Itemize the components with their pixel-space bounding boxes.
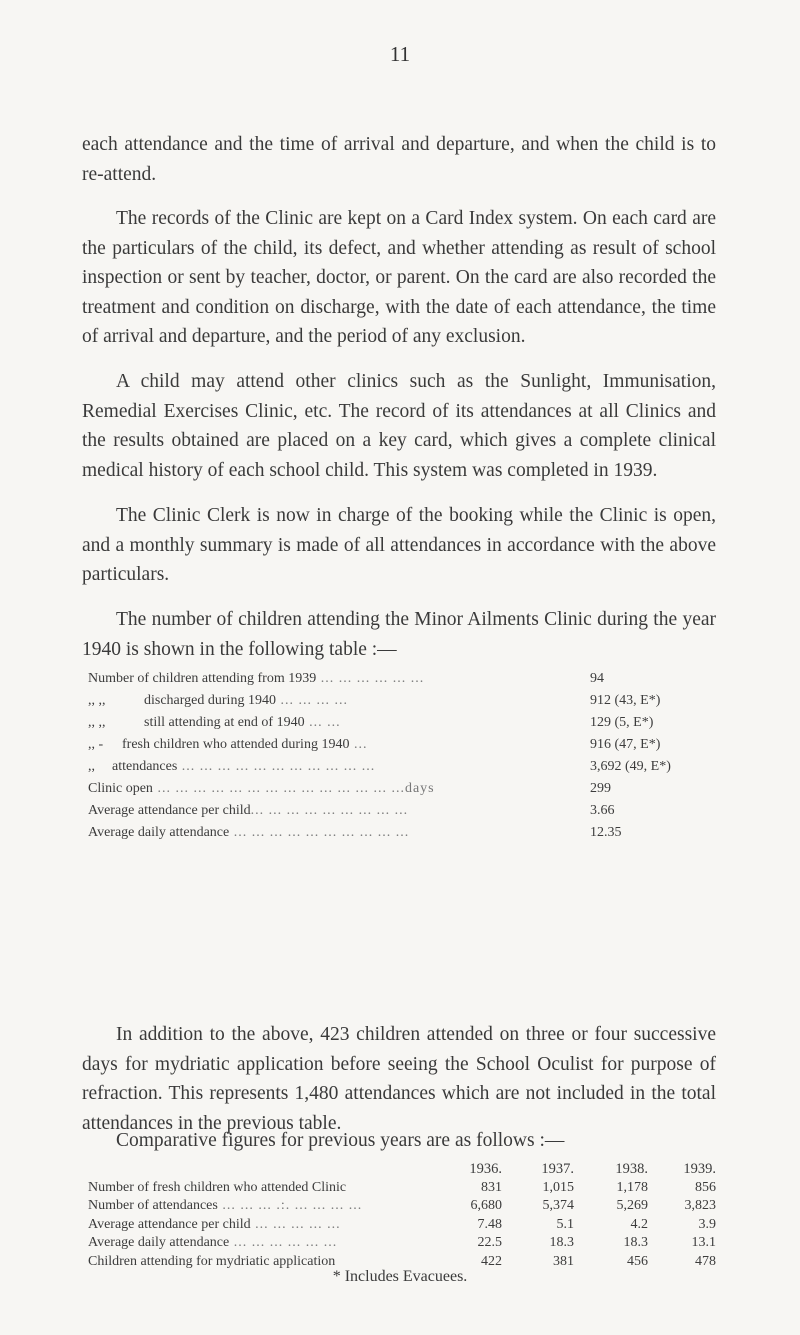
row-value: 94 xyxy=(590,671,604,686)
row-value: 12.35 xyxy=(590,825,622,840)
table-header-row xyxy=(88,1160,718,1179)
cell-1936: 831 xyxy=(481,1179,502,1195)
table-row xyxy=(88,822,708,844)
year-header: 1938. xyxy=(615,1161,648,1177)
row-label: Number of fresh children who attended Clinic xyxy=(88,1179,347,1195)
row-label: Clinic open xyxy=(88,781,153,796)
cell-1938: 4.2 xyxy=(630,1216,648,1232)
cell-1937: 5,374 xyxy=(542,1198,574,1213)
ditto-mark: ,, - xyxy=(88,737,104,752)
row-label: attendances xyxy=(112,759,178,774)
leader-dots: ... ... ... ... xyxy=(275,693,348,708)
cell-1939: 13.1 xyxy=(691,1235,716,1250)
minor-ailments-table xyxy=(88,668,708,844)
cell-1936: 422 xyxy=(481,1253,502,1269)
cell-1938: 456 xyxy=(627,1253,648,1269)
paragraph-card-index: The records of the Clinic are kept on a Card Index system. On each card are the particulars of the child, its defect, and whether attending as result of school inspection or sent by teacher, doctor, or parent. On the card are also recorded the treatment and condition on discharge, with the date of each attendance, the time of arrival and departure, and the period of any exclusion. xyxy=(82,208,716,347)
row-label: Average attendance per child xyxy=(88,803,251,818)
year-header: 1937. xyxy=(541,1161,574,1177)
ditto-mark: ,, ,, xyxy=(88,715,106,730)
leader-dots: ... ... ... ... ... ... ... ... ... ... ... ... ... ...days xyxy=(152,781,435,796)
table-row xyxy=(88,778,708,800)
page-number: 11 xyxy=(389,42,411,66)
row-label: Average attendance per child xyxy=(88,1216,251,1232)
table-row xyxy=(88,734,708,756)
row-value: 3.66 xyxy=(590,803,615,818)
leader-dots: ... ... ... ... ... ... xyxy=(316,671,425,686)
cell-1939: 3,823 xyxy=(684,1198,716,1213)
table-row xyxy=(88,1179,718,1198)
leader-dots: ... ... ... .:. ... ... ... ... xyxy=(217,1198,363,1213)
table-row xyxy=(88,1216,718,1235)
leader-dots: ... ... xyxy=(304,715,341,730)
ditto-mark: ,, ,, xyxy=(88,693,106,708)
row-label: Children attending for mydriatic application xyxy=(88,1253,336,1269)
table-row xyxy=(88,668,708,690)
row-value: 3,692 (49, E*) xyxy=(590,759,671,774)
comparative-table xyxy=(88,1160,718,1271)
cell-1937: 381 xyxy=(553,1253,574,1269)
paragraph-table-intro: The number of children attending the Minor Ailments Clinic during the year 1940 is shown in the following table :— xyxy=(82,609,716,660)
ditto-mark: ,, xyxy=(88,759,95,774)
row-label: Average daily attendance xyxy=(88,825,230,840)
paragraph-mydriatic: In addition to the above, 423 children attended on three or four successive days for mydriatic application before seeing the School Oculist for purpose of refraction. This represents 1,480 attendances which are not included in the total attendances in the previous table. xyxy=(82,1024,716,1134)
cell-1938: 18.3 xyxy=(623,1235,648,1250)
leader-dots: ... ... ... ... ... xyxy=(250,1216,341,1232)
row-value: 129 (5, E*) xyxy=(590,715,654,730)
table-row xyxy=(88,712,708,734)
row-label: Number of attendances xyxy=(88,1198,218,1213)
leader-dots: ... xyxy=(349,737,368,752)
cell-1938: 5,269 xyxy=(616,1198,648,1213)
row-label: still attending at end of 1940 xyxy=(144,715,305,730)
row-value: 912 (43, E*) xyxy=(590,693,661,708)
row-label: Number of children attending from 1939 xyxy=(88,671,317,686)
cell-1936: 6,680 xyxy=(470,1198,502,1213)
cell-1937: 1,015 xyxy=(542,1179,574,1195)
row-label: fresh children who attended during 1940 xyxy=(122,737,350,752)
paragraph-clinic-clerk: The Clinic Clerk is now in charge of the booking while the Clinic is open, and a monthly summary is made of all attendances in accordance with the above particulars. xyxy=(82,505,716,585)
paragraph-comparative-intro: Comparative figures for previous years are as follows :— xyxy=(116,1130,565,1151)
cell-1936: 7.48 xyxy=(477,1216,502,1232)
cell-1939: 856 xyxy=(695,1179,716,1195)
cell-1939: 3.9 xyxy=(698,1216,716,1232)
year-header: 1936. xyxy=(469,1161,502,1177)
footnote: * Includes Evacuees. xyxy=(332,1268,468,1285)
paragraph-other-clinics: A child may attend other clinics such as the Sunlight, Immunisation, Remedial Exercises Clinic, etc. The record of its attendances at all Clinics and the results obtained are placed on a key card, which gives a complete clinical medical history of each school child. This system was completed in 1939. xyxy=(82,371,716,481)
leader-dots: ... ... ... ... ... ... ... ... ... ... xyxy=(229,825,410,840)
cell-1938: 1,178 xyxy=(616,1179,648,1195)
row-label: discharged during 1940 xyxy=(144,693,276,708)
table-row xyxy=(88,690,708,712)
cell-1936: 22.5 xyxy=(477,1235,502,1250)
leader-dots: ... ... ... ... ... ... ... ... ... xyxy=(250,803,409,818)
table-row xyxy=(88,1234,718,1253)
cell-1937: 18.3 xyxy=(549,1235,574,1250)
cell-1939: 478 xyxy=(695,1253,716,1269)
table-row xyxy=(88,1197,718,1216)
row-value: 299 xyxy=(590,781,611,796)
table-row xyxy=(88,756,708,778)
cell-1937: 5.1 xyxy=(556,1216,574,1232)
row-value: 916 (47, E*) xyxy=(590,737,661,752)
row-label: Average daily attendance xyxy=(88,1235,230,1250)
leader-dots: ... ... ... ... ... ... ... ... ... ... ... xyxy=(177,759,376,774)
table-row xyxy=(88,800,708,822)
year-header: 1939. xyxy=(683,1161,716,1177)
leader-dots: ... ... ... ... ... ... xyxy=(229,1235,338,1250)
paragraph-attendance-times: each attendance and the time of arrival and departure, and when the child is to re-attend. xyxy=(82,134,716,185)
